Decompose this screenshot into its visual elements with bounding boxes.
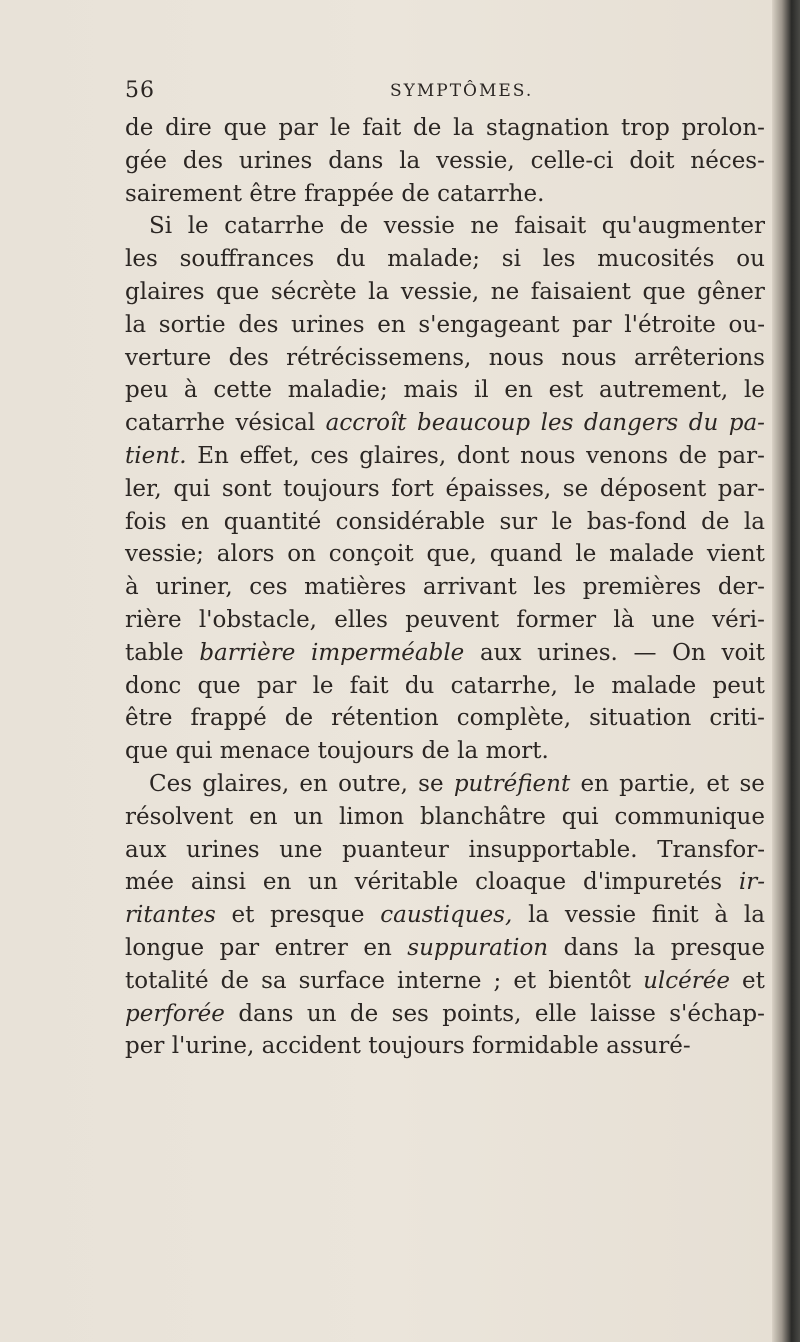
word: la: [457, 738, 479, 765]
word: être: [249, 180, 297, 207]
word: peut: [712, 672, 765, 699]
word: les: [542, 246, 576, 273]
word: suppuration: [407, 934, 549, 961]
word: catarrhe.: [437, 180, 545, 207]
word: arrêterions: [633, 344, 765, 371]
word: par: [219, 934, 260, 961]
word: en: [249, 803, 278, 830]
word: la: [528, 902, 550, 929]
word: toujours: [283, 475, 380, 502]
word: nous: [520, 442, 576, 469]
word: presque: [670, 934, 765, 961]
word: les: [533, 574, 567, 601]
text-line: [125, 473, 765, 506]
word: une: [279, 836, 323, 863]
word: vessie;: [125, 541, 204, 568]
word: frappé: [190, 705, 267, 732]
text-line: [125, 506, 765, 539]
word: à: [714, 902, 729, 929]
word: bientôt: [548, 967, 632, 994]
word: malade;: [387, 246, 480, 273]
word: dire: [165, 115, 212, 141]
word: prolon-: [681, 115, 765, 141]
word: blanchâtre: [419, 803, 546, 830]
word: la: [399, 147, 421, 174]
word: criti-: [709, 705, 765, 732]
word: vient: [706, 541, 765, 568]
word: ritantes: [125, 902, 216, 929]
word: qu'augmenter: [601, 213, 765, 240]
text-line: [125, 276, 765, 309]
word: En: [197, 442, 229, 469]
word: alors: [216, 541, 275, 568]
word: longue: [125, 934, 205, 961]
word: sur: [499, 508, 538, 535]
word: ulcérée: [643, 967, 730, 994]
word: doit: [629, 147, 675, 174]
word: de: [339, 213, 369, 240]
word: par: [278, 115, 318, 141]
word: points,: [442, 1000, 522, 1027]
word: der-: [717, 574, 765, 601]
word: complète,: [456, 705, 572, 732]
word: rière: [125, 606, 182, 633]
word: insupportable.: [468, 836, 638, 863]
word: aux: [479, 639, 522, 666]
word: entrer: [274, 934, 348, 961]
word: par-: [717, 442, 765, 469]
word: de: [413, 115, 442, 141]
word: ne: [490, 278, 520, 305]
word: rétention: [331, 705, 439, 732]
word: du: [404, 672, 435, 699]
word: urines: [238, 147, 313, 174]
word: un: [308, 869, 338, 896]
word: fois: [125, 508, 167, 535]
word: du: [335, 246, 366, 273]
text-line: [125, 670, 765, 703]
word: malade: [611, 672, 697, 699]
word: voit: [721, 639, 765, 666]
word: de: [349, 1000, 379, 1027]
word: ou: [736, 246, 765, 273]
word: communique: [614, 803, 765, 830]
word: ou-: [728, 311, 765, 338]
word: la: [125, 311, 147, 338]
word: est: [548, 377, 584, 404]
word: si: [501, 246, 521, 273]
word: elles: [334, 606, 388, 633]
word: catarrhe,: [450, 672, 558, 699]
word: urines: [291, 311, 365, 338]
word: per: [125, 1033, 165, 1060]
word: de: [284, 705, 314, 732]
word: ses: [391, 1000, 429, 1027]
word: que: [223, 115, 267, 141]
word: table: [125, 639, 184, 666]
text-line: [125, 440, 765, 473]
word: ainsi: [190, 869, 246, 896]
word: quand: [489, 541, 563, 568]
text-line: [125, 309, 765, 342]
word: nous: [488, 344, 544, 371]
text-line: [125, 1030, 765, 1063]
word: de: [401, 180, 430, 207]
word: trop: [621, 115, 670, 141]
word: de: [125, 115, 154, 141]
word: qui: [561, 803, 599, 830]
word: ir-: [738, 869, 765, 896]
word: s'engageant: [418, 311, 560, 338]
word: et: [231, 902, 255, 929]
word: la: [743, 508, 765, 535]
word: qui: [173, 475, 211, 502]
word: le: [575, 541, 597, 568]
word: des: [182, 147, 223, 174]
word: que: [216, 278, 260, 305]
text-line: [125, 866, 765, 899]
word: pa-: [728, 410, 765, 437]
word: sairement: [125, 180, 242, 207]
word: putréfient: [453, 770, 571, 797]
word: le: [743, 377, 765, 404]
word: Ces: [149, 770, 193, 797]
text-line: [125, 932, 765, 965]
word: il: [473, 377, 489, 404]
word: véritable: [354, 869, 459, 896]
word: en: [299, 770, 328, 797]
word: résolvent: [125, 803, 234, 830]
word: accroît: [325, 410, 407, 437]
word: verture: [125, 344, 212, 371]
word: sa: [261, 967, 287, 994]
word: les: [540, 410, 574, 437]
word: vessie,: [436, 147, 515, 174]
word: un: [306, 1000, 337, 1027]
word: vésical: [235, 410, 316, 437]
word: toujours: [317, 738, 415, 765]
word: elle: [534, 1000, 577, 1027]
text-line: [125, 965, 765, 998]
word: formidable: [472, 1033, 599, 1060]
word: effet,: [239, 442, 300, 469]
word: vessie: [383, 213, 455, 240]
word: le: [329, 115, 351, 141]
word: matières: [304, 574, 407, 601]
word: urines.: [537, 639, 618, 666]
word: premières: [582, 574, 702, 601]
word: être: [125, 705, 173, 732]
word: dans: [563, 934, 619, 961]
word: en: [580, 770, 609, 797]
page-number: 56: [125, 78, 155, 103]
word: ces: [310, 442, 349, 469]
text-line: [125, 604, 765, 637]
text-line: [125, 243, 765, 276]
word: des: [228, 344, 269, 371]
page-edge-shadow: [772, 0, 800, 1342]
word: les: [125, 246, 158, 273]
word: gée: [125, 147, 167, 174]
word: dont: [456, 442, 510, 469]
word: stagnation: [485, 115, 610, 141]
word: nous: [561, 344, 617, 371]
word: partie,: [619, 770, 697, 797]
word: un: [293, 803, 324, 830]
word: fait: [349, 672, 389, 699]
word: autrement,: [599, 377, 729, 404]
word: considérable: [335, 508, 486, 535]
word: de: [678, 442, 708, 469]
word: catarrhe: [125, 410, 225, 437]
word: caustiques,: [380, 902, 513, 929]
text-line: [125, 112, 765, 145]
word: cette: [213, 377, 272, 404]
word: conçoit: [328, 541, 414, 568]
text-line: [125, 834, 765, 867]
word: presque: [270, 902, 365, 929]
word: par: [256, 672, 297, 699]
word: fait: [362, 115, 402, 141]
word: cloaque: [475, 869, 567, 896]
word: assuré-: [606, 1033, 691, 1060]
word: le: [187, 213, 209, 240]
text-line: [125, 374, 765, 407]
word: ces: [249, 574, 288, 601]
word: d'impuretés: [582, 869, 722, 896]
word: sortie: [158, 311, 226, 338]
word: mucosités: [597, 246, 715, 273]
body-text: [125, 112, 765, 1063]
text-line: [125, 210, 765, 243]
word: la: [743, 902, 765, 929]
word: venons: [586, 442, 668, 469]
word: que: [642, 278, 686, 305]
word: ;: [493, 967, 502, 994]
word: déposent: [599, 475, 707, 502]
word: menace: [219, 738, 311, 765]
word: —: [633, 639, 657, 666]
word: toujours: [368, 1033, 465, 1060]
word: à: [125, 574, 139, 601]
word: l'étroite: [624, 311, 716, 338]
word: le: [551, 508, 573, 535]
word: donc: [125, 672, 182, 699]
text-line: [125, 342, 765, 375]
word: l'urine,: [171, 1033, 255, 1060]
word: arrivant: [422, 574, 517, 601]
word: le: [574, 672, 596, 699]
word: et: [742, 967, 765, 994]
word: en: [377, 311, 406, 338]
word: du: [688, 410, 719, 437]
word: Si: [149, 213, 173, 240]
word: souffrances: [179, 246, 315, 273]
text-line: [125, 571, 765, 604]
text-line: [125, 538, 765, 571]
word: totalité: [125, 967, 209, 994]
text-line: [125, 735, 765, 768]
word: On: [672, 639, 706, 666]
word: par-: [717, 475, 765, 502]
word: vessie,: [400, 278, 480, 305]
word: situation: [589, 705, 692, 732]
text-line: [125, 998, 765, 1031]
word: aux: [125, 836, 167, 863]
word: en: [363, 934, 392, 961]
word: imperméable: [310, 639, 465, 666]
word: finit: [651, 902, 699, 929]
word: véri-: [712, 606, 765, 633]
word: sont: [221, 475, 272, 502]
word: beaucoup: [417, 410, 531, 437]
word: on: [287, 541, 316, 568]
word: néces-: [690, 147, 765, 174]
word: former: [516, 606, 597, 633]
word: bas-fond: [586, 508, 687, 535]
word: de: [421, 738, 450, 765]
word: malade: [609, 541, 695, 568]
word: se: [418, 770, 444, 797]
word: la: [368, 278, 390, 305]
word: mée: [125, 869, 175, 896]
word: peuvent: [405, 606, 500, 633]
word: mais: [403, 377, 459, 404]
text-line: [125, 702, 765, 735]
word: dans: [238, 1000, 294, 1027]
text-line: [125, 145, 765, 178]
word: sécrète: [270, 278, 357, 305]
word: surface: [298, 967, 385, 994]
word: qui: [175, 738, 213, 765]
word: outre,: [338, 770, 408, 797]
word: vessie: [564, 902, 637, 929]
page-header: [125, 78, 765, 108]
word: urines: [186, 836, 260, 863]
word: par: [572, 311, 612, 338]
running-head: SYMPTÔMES.: [390, 81, 534, 101]
word: la: [634, 934, 656, 961]
word: à: [183, 377, 198, 404]
word: l'obstacle,: [198, 606, 317, 633]
word: dangers: [583, 410, 679, 437]
word: en: [504, 377, 533, 404]
word: là: [613, 606, 635, 633]
word: faisait: [514, 213, 587, 240]
word: accident: [261, 1033, 361, 1060]
word: ler,: [125, 475, 162, 502]
word: ne: [470, 213, 499, 240]
word: gêner: [697, 278, 765, 305]
word: perforée: [125, 1000, 225, 1027]
word: mort.: [485, 738, 549, 765]
word: et: [513, 967, 537, 994]
word: laisse: [590, 1000, 656, 1027]
word: en: [180, 508, 210, 535]
word: la: [453, 115, 475, 141]
word: faisaient: [530, 278, 631, 305]
word: que,: [426, 541, 477, 568]
word: celle-ci: [530, 147, 614, 174]
word: peu: [125, 377, 169, 404]
word: une: [651, 606, 695, 633]
word: de: [701, 508, 730, 535]
word: interne: [397, 967, 482, 994]
text-line: [125, 178, 765, 211]
word: épaisses,: [445, 475, 552, 502]
word: s'échap-: [669, 1000, 765, 1027]
word: se: [562, 475, 589, 502]
word: glaires,: [359, 442, 447, 469]
word: quantité: [223, 508, 322, 535]
word: uriner,: [155, 574, 233, 601]
word: que: [197, 672, 241, 699]
word: de: [220, 967, 250, 994]
word: tient.: [125, 442, 187, 469]
word: catarrhe: [224, 213, 325, 240]
text-line: [125, 407, 765, 440]
word: fort: [391, 475, 434, 502]
word: que: [125, 738, 169, 765]
text-line: [125, 899, 765, 932]
word: en: [262, 869, 292, 896]
text-line: [125, 801, 765, 834]
word: limon: [338, 803, 405, 830]
word: et: [706, 770, 730, 797]
word: maladie;: [287, 377, 388, 404]
word: frappée: [304, 180, 395, 207]
word: rétrécissemens,: [286, 344, 472, 371]
word: se: [739, 770, 765, 797]
word: dans: [328, 147, 384, 174]
text-line: [125, 768, 765, 801]
word: glaires,: [202, 770, 290, 797]
text-line: [125, 637, 765, 670]
word: le: [312, 672, 334, 699]
word: puanteur: [342, 836, 449, 863]
word: Transfor-: [657, 836, 765, 863]
word: barrière: [199, 639, 296, 666]
word: glaires: [125, 278, 205, 305]
word: des: [238, 311, 279, 338]
